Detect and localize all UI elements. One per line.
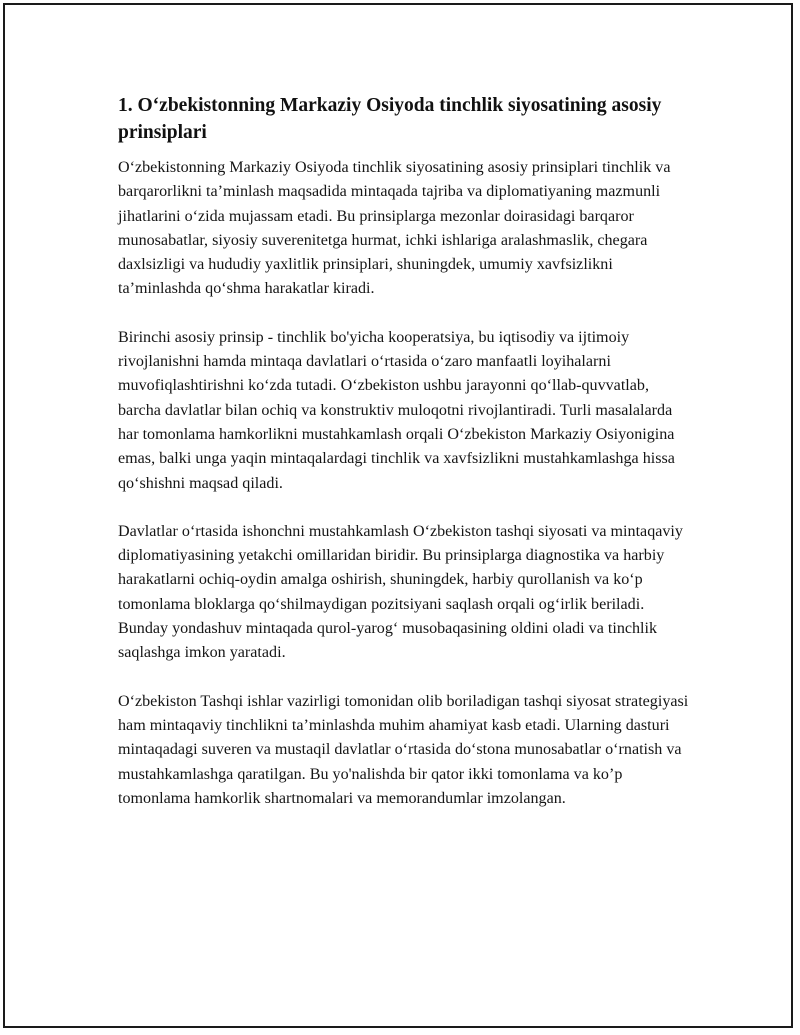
paragraph-4: O‘zbekiston Tashqi ishlar vazirligi tomonidan olib boriladigan tashqi siyosat strategiyasi ham mintaqaviy tinchlikni ta’minlashda muhim ahamiyat kasb etadi. Ularning dasturi mintaqadagi suveren va mustaqil davlatlar o‘rtasida do‘stona munosabatlar o‘rnatish va mustahkamlashga qaratilgan. Bu yo'nalishda bir qator ikki tomonlama va ko’p tomonlama hamkorlik shartnomalari va memorandumlar imzolangan.: [118, 692, 689, 807]
section-heading: 1. O‘zbekistonning Markaziy Osiyoda tinchlik siyosatining asosiy prinsiplari: [118, 95, 662, 143]
paragraph-1: O‘zbekistonning Markaziy Osiyoda tinchlik siyosatining asosiy prinsiplari tinchlik va barqarorlikni ta’minlash maqsadida mintaqada tajriba va diplomatiyaning mazmunli jihatlarini o‘zida mujassam etadi. Bu prinsiplarga mezonlar doirasidagi barqaror munosabatlar, siyosiy suverenitetga hurmat, ichki ishlariga aralashmaslik, chegara daxlsizligi va hududiy yaxlitlik prinsiplari, shuningdek, umumiy xavfsizlikni ta’minlashda qo‘shma harakatlar kiradi.: [118, 159, 671, 298]
document-body: [118, 92, 693, 835]
paragraph-2: Birinchi asosiy prinsip - tinchlik bo'yicha kooperatsiya, bu iqtisodiy va ijtimoiy rivojlanishni hamda mintaqa davlatlari o‘rtasida o‘zaro manfaatli loyihalarni muvofiqlashtirishni ko‘zda tutadi. O‘zbekiston ushbu jarayonni qo‘llab-quvvatlab, barcha davlatlar bilan ochiq va konstruktiv muloqotni rivojlantiradi. Turli masalalarda har tomonlama hamkorlikni mustahkamlash orqali O‘zbekiston Markaziy Osiyonigina emas, balki unga yaqin mintaqalardagi tinchlik va xavfsizlikni mustahkamlashga hissa qo‘shishni maqsad qiladi.: [118, 328, 675, 492]
paragraph-3: Davlatlar o‘rtasida ishonchni mustahkamlash O‘zbekiston tashqi siyosati va mintaqaviy diplomatiyasining yetakchi omillaridan biridir. Bu prinsiplarga diagnostika va harbiy harakatlarni ochiq-oydin amalga oshirish, shuningdek, harbiy qurollanish va ko‘p tomonlama bloklarga qo‘shilmaydigan pozitsiyani saqlash orqali og‘irlik beriladi. Bunday yondashuv mintaqada qurol-yarog‘ musobaqasining oldini oladi va tinchlik saqlashga imkon yaratadi.: [118, 522, 683, 662]
